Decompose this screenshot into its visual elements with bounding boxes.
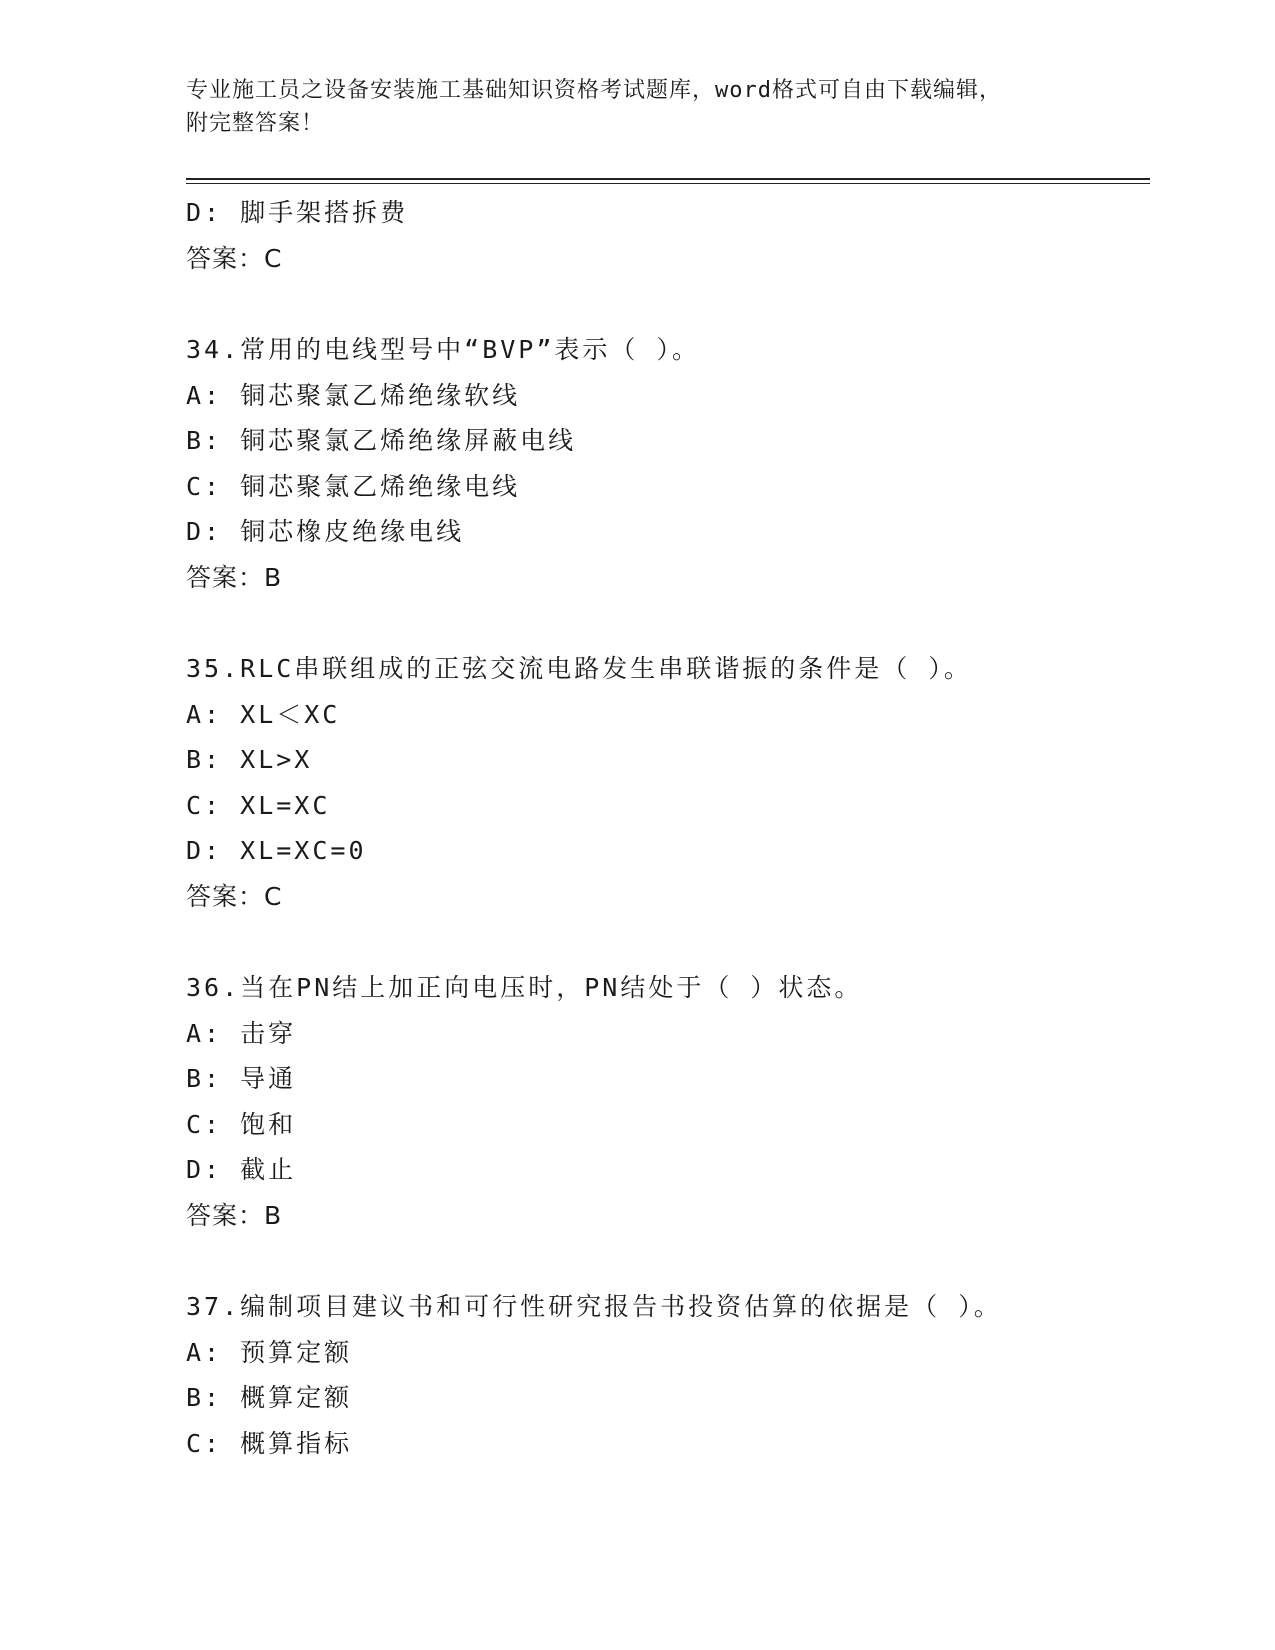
question-33-tail <box>186 190 1150 281</box>
question-stem: 34.常用的电线型号中“BVP”表示（ ）。 <box>186 335 700 364</box>
question-36 <box>186 965 1150 1238</box>
question-stem: 36.当在PN结上加正向电压时，PN结处于（ ）状态。 <box>186 973 863 1002</box>
spacer <box>186 919 1150 965</box>
option-a: A: XL＜XC <box>186 699 341 729</box>
question-37 <box>186 1284 1150 1466</box>
question-34 <box>186 327 1150 600</box>
option-c: C: 铜芯聚氯乙烯绝缘电线 <box>186 471 521 501</box>
spacer <box>186 600 1150 646</box>
question-35 <box>186 646 1150 919</box>
header-divider-thin <box>186 183 1150 184</box>
option-d: D: XL=XC=0 <box>186 836 367 865</box>
option-b: B: 铜芯聚氯乙烯绝缘屏蔽电线 <box>186 426 577 455</box>
answer-line: 答案：B <box>186 1200 283 1230</box>
option-b: B: XL>X <box>186 745 313 774</box>
option-a: A: 击穿 <box>186 1018 297 1048</box>
option-d: D: 铜芯橡皮绝缘电线 <box>186 517 465 546</box>
spacer <box>186 281 1150 327</box>
answer-line: 答案：C <box>186 881 283 911</box>
option-c: C: 概算指标 <box>186 1428 353 1458</box>
question-stem: 35.RLC串联组成的正弦交流电路发生串联谐振的条件是（ ）。 <box>186 654 972 683</box>
option-d: D: 脚手架搭拆费 <box>186 198 409 227</box>
document-header <box>186 74 1086 140</box>
option-c: C: 饱和 <box>186 1109 297 1139</box>
header-line-2: 附完整答案！ <box>186 111 325 136</box>
option-a: A: 预算定额 <box>186 1337 353 1367</box>
header-divider-thick <box>186 178 1150 180</box>
question-list <box>186 190 1150 1466</box>
option-b: B: 概算定额 <box>186 1383 353 1412</box>
option-c: C: XL=XC <box>186 790 331 820</box>
option-d: D: 截止 <box>186 1155 297 1184</box>
question-stem: 37.编制项目建议书和可行性研究报告书投资估算的依据是（ ）。 <box>186 1292 1002 1321</box>
spacer <box>186 1238 1150 1284</box>
answer-line: 答案：B <box>186 562 283 592</box>
header-line-1: 专业施工员之设备安装施工基础知识资格考试题库，word格式可自由下载编辑， <box>186 78 1002 103</box>
option-b: B: 导通 <box>186 1064 297 1093</box>
option-a: A: 铜芯聚氯乙烯绝缘软线 <box>186 380 521 410</box>
answer-line: 答案：C <box>186 243 283 273</box>
